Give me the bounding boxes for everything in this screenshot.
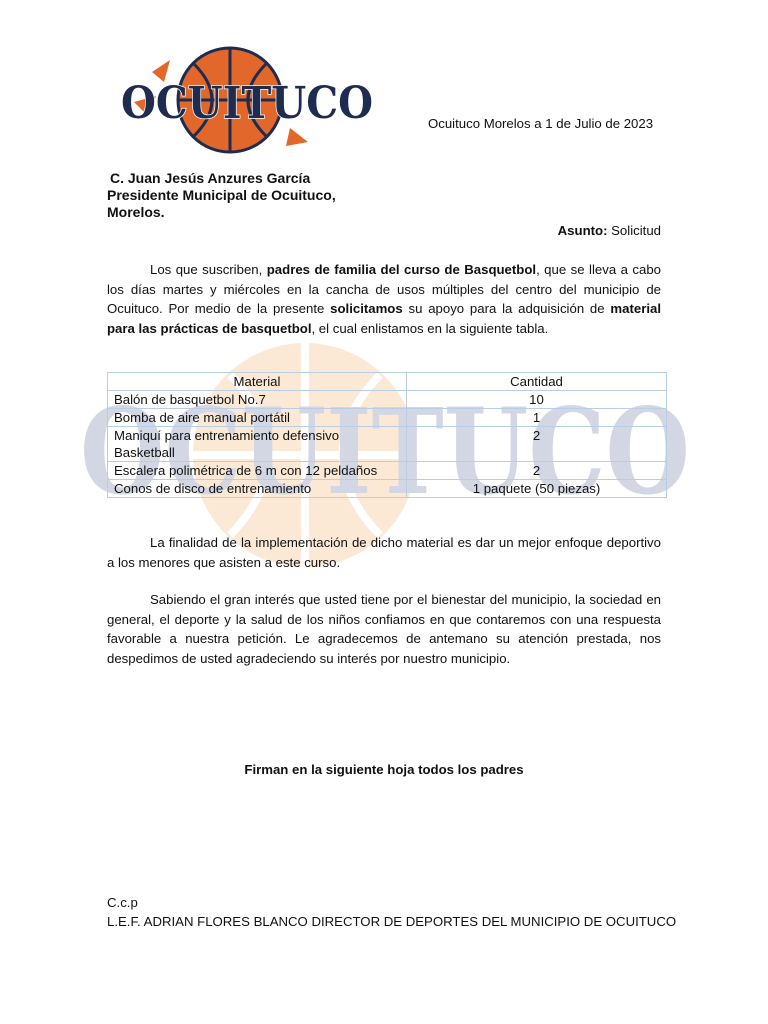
subject-line [558,223,661,238]
addressee-block [107,170,336,221]
header-quantity: Cantidad [407,373,667,391]
quantity-cell: 1 paquete (50 piezas) [407,480,667,498]
quantity-cell: 2 [407,462,667,480]
quantity-cell: 10 [407,391,667,409]
addressee-title: Presidente Municipal de Ocuituco, [107,187,336,203]
ocuituco-logo [112,42,382,164]
letter-date: Ocuituco Morelos a 1 de Julio de 2023 [428,116,654,131]
closing-text: Sabiendo el gran interés que usted tiene por el bienestar del municipio, la sociedad en general, el deporte y la salud de los niños confiamos en que contaremos con una respuesta favorable a nuestra petición. Le agradecemos de antemano su atención prestada, nos despedimos de usted agradeciendo su interés por nuestro municipio. [107,592,661,666]
subject-label: Asunto: [557,223,608,238]
table-row [108,409,667,427]
material-cell: Conos de disco de entrenamiento [108,480,407,498]
intro-text-1: Los que suscriben, [150,262,267,277]
table-row [108,427,667,462]
paragraph-purpose [107,533,661,572]
signature-note: Firman en la siguiente hoja todos los padres [244,762,524,777]
quantity-cell: 1 [407,409,667,427]
addressee-state: Morelos. [107,204,165,220]
table-row [108,480,667,498]
materials-table [107,372,667,498]
intro-text-3: su apoyo para la adquisición de [402,301,611,317]
intro-bold-2: solicitamos [330,301,403,317]
paragraph-intro [107,260,661,338]
header-material: Material [108,373,407,391]
ccp-block [107,893,676,931]
intro-text-2: , que se lleva a cabo los días martes y miércoles en la cancha de usos múltiples del centro del municipio de Ocuituco. Por medio de la presente [107,262,661,317]
material-cell: Escalera polimétrica de 6 m con 12 peldaños [108,462,407,480]
ccp-recipient: L.E.F. ADRIAN FLORES BLANCO DIRECTOR DE DEPORTES DEL MUNICIPIO DE OCUITUCO [107,914,677,929]
table-row [108,462,667,480]
intro-text-4: , el cual enlistamos en la siguiente tabla. [311,320,549,336]
watermark-text: OCUITUCO [80,382,690,521]
material-cell: Bomba de aire manual portátil [108,409,407,427]
logo-text: OCUITUCO [121,78,373,129]
material-cell: Maniquí para entrenamiento defensivo Basketball [108,427,407,462]
paragraph-closing [107,590,661,668]
material-cell: Balón de basquetbol No.7 [108,391,407,409]
addressee-name: C. Juan Jesús Anzures García [110,170,311,186]
table-row [108,391,667,409]
ccp-label: C.c.p [107,895,138,910]
intro-bold-3: material para las prácticas de basquetbol [107,301,661,336]
purpose-text: La finalidad de la implementación de dicho material es dar un mejor enfoque deportivo a los menores que asisten a este curso. [107,535,661,570]
intro-bold-1: padres de familia del curso de Basquetbol [266,262,537,277]
quantity-cell: 2 [407,427,667,462]
table-header-row [108,373,667,391]
subject-value: Solicitud [611,223,661,238]
